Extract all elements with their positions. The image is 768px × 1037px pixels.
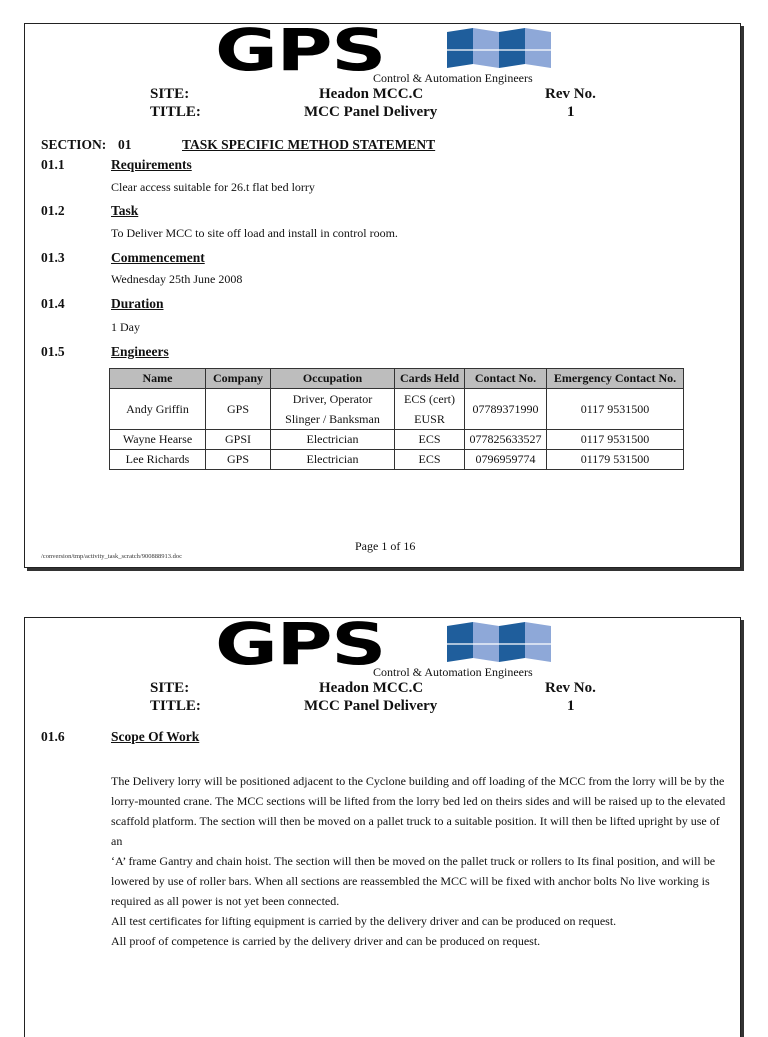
section-label: SECTION: (41, 137, 107, 152)
item-text: Clear access suitable for 26.t flat bed lorry (111, 180, 315, 194)
table-cell: GPS (206, 389, 271, 430)
site-label: SITE: (150, 86, 190, 102)
document-page-1 (24, 16, 741, 568)
cell-line: Slinger / Banksman (285, 412, 380, 426)
title-label: TITLE: (150, 698, 201, 714)
column-header: Contact No. (465, 369, 547, 389)
table-cell: ECS (395, 450, 465, 470)
table-header-row (110, 369, 684, 389)
item-number: 01.3 (41, 250, 65, 265)
item-heading: Duration (111, 296, 164, 311)
table-cell: 077825633527 (465, 430, 547, 450)
rev-label: Rev No. (545, 680, 596, 696)
title-value: MCC Panel Delivery (304, 698, 438, 714)
table-cell: 0117 9531500 (547, 430, 684, 450)
rev-value: 1 (567, 698, 575, 714)
table-cell: Electrician (271, 430, 395, 450)
item-number: 01.1 (41, 157, 65, 172)
site-label: SITE: (150, 680, 190, 696)
section-title: TASK SPECIFIC METHOD STATEMENT (182, 137, 436, 152)
table-row (110, 430, 684, 450)
table-cell: Lee Richards (110, 450, 206, 470)
cell-line: EUSR (414, 412, 445, 426)
item-heading: Task (111, 203, 139, 218)
paragraph-line: ‘A’ frame Gantry and chain hoist. The section will then be moved on the pallet truck or rollers to Its final position, and will be (111, 854, 716, 868)
item-heading: Commencement (111, 250, 205, 265)
column-header: Emergency Contact No. (547, 369, 684, 389)
paragraph-line: required as all power is not yet been connected. (111, 894, 340, 908)
table-row (110, 450, 684, 470)
column-header: Name (110, 369, 206, 389)
site-value: Headon MCC.C (319, 680, 424, 696)
table-cell: 0796959774 (465, 450, 547, 470)
paragraph-line: lorry-mounted crane. The MCC sections will be lifted from the lorry bed led on theirs sides and will be raised up to the elevated (111, 794, 726, 808)
file-path: /conversion/tmp/activity_task_scratch/900888913.doc (41, 553, 182, 560)
table-cell: Wayne Hearse (110, 430, 206, 450)
paragraph-line: lowered by use of roller bars. When all sections are reassembled the MCC will be fixed with anchor bolts No live working is (111, 874, 710, 888)
title-value: MCC Panel Delivery (304, 104, 438, 120)
table-cell: GPSI (206, 430, 271, 450)
table-cell (271, 389, 395, 430)
cell-line: ECS (cert) (404, 392, 455, 406)
table-cell: Andy Griffin (110, 389, 206, 430)
document-page-2 (24, 610, 741, 1037)
table-cell: 0117 9531500 (547, 389, 684, 430)
cell-line: Driver, Operator (292, 392, 373, 406)
table-cell (395, 389, 465, 430)
section-number: 01 (118, 137, 132, 152)
item-heading: Scope Of Work (111, 729, 200, 744)
item-text: To Deliver MCC to site off load and install in control room. (111, 226, 398, 240)
column-header: Cards Held (395, 369, 465, 389)
item-number: 01.6 (41, 729, 65, 744)
item-number: 01.2 (41, 203, 65, 218)
table-cell: ECS (395, 430, 465, 450)
site-value: Headon MCC.C (319, 86, 424, 102)
item-number: 01.4 (41, 296, 65, 311)
table-cell: 07789371990 (465, 389, 547, 430)
flag-blocks-icon (447, 28, 551, 72)
rev-label: Rev No. (545, 86, 596, 102)
title-label: TITLE: (150, 104, 201, 120)
flag-blocks-icon (447, 622, 551, 666)
item-text: Wednesday 25th June 2008 (111, 272, 243, 286)
paragraph-line: All proof of competence is carried by the delivery driver and can be produced on request. (111, 934, 541, 948)
engineers-table (109, 368, 684, 470)
table-cell: 01179 531500 (547, 450, 684, 470)
rev-value: 1 (567, 104, 575, 120)
scope-paragraph-2 (111, 911, 731, 951)
logo-text: GPS (215, 16, 386, 84)
logo-tagline: Control & Automation Engineers (373, 665, 533, 679)
paragraph-line: The Delivery lorry will be positioned adjacent to the Cyclone building and off loading of the MCC from the lorry will be by the (111, 774, 725, 788)
paragraph-line: scaffold platform. The section will then be moved on a pallet truck to a suitable position. It will then be lifted upright by use of an (111, 814, 720, 848)
item-heading: Requirements (111, 157, 192, 172)
item-text: 1 Day (111, 320, 140, 334)
logo-tagline: Control & Automation Engineers (373, 71, 533, 85)
table-row (110, 389, 684, 430)
item-number: 01.5 (41, 344, 65, 359)
page-number: Page 1 of 16 (355, 539, 416, 553)
paragraph-line: All test certificates for lifting equipment is carried by the delivery driver and can be produced on request. (111, 914, 617, 928)
scope-paragraph-1 (111, 771, 731, 911)
column-header: Company (206, 369, 271, 389)
table-cell: Electrician (271, 450, 395, 470)
column-header: Occupation (271, 369, 395, 389)
item-heading: Engineers (111, 344, 169, 359)
logo-text: GPS (215, 610, 386, 678)
table-cell: GPS (206, 450, 271, 470)
